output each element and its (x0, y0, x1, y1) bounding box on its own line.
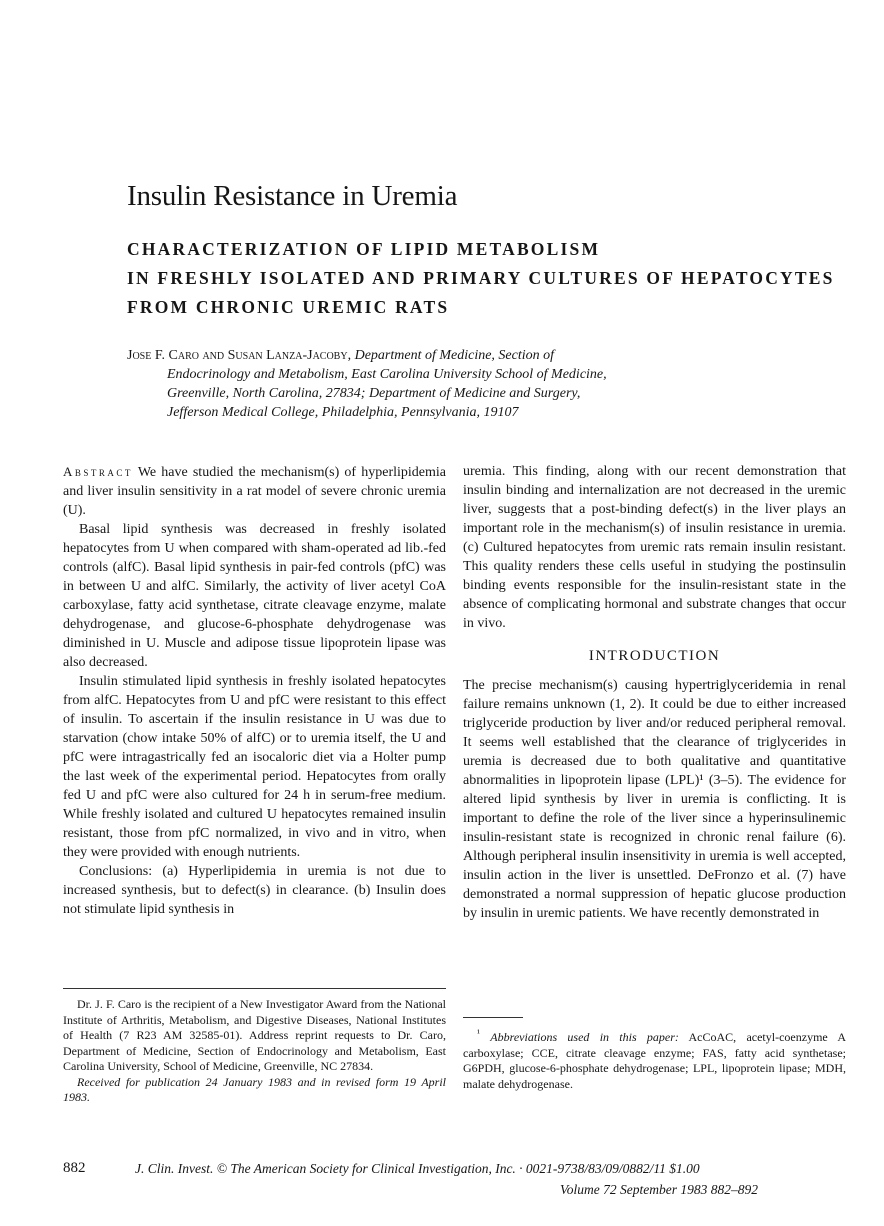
abstract-paragraph (63, 462, 446, 520)
author-block (127, 346, 767, 422)
abbreviations-footnote (463, 1017, 846, 1092)
article-title: Insulin Resistance in Uremia (127, 180, 458, 212)
footnote-marker: ¹ (477, 1028, 480, 1039)
left-column (63, 462, 446, 919)
funding-footnote (63, 988, 446, 1106)
footnote-rule (63, 988, 446, 989)
volume-info: Volume 72 September 1983 882–892 (560, 1182, 758, 1197)
subtitle-line: IN FRESHLY ISOLATED AND PRIMARY CULTURES OF HEPATOCYTES (127, 268, 835, 288)
footnote-rule (463, 1017, 523, 1018)
article-subtitle (127, 235, 835, 322)
affiliation-line: Jefferson Medical College, Philadelphia, Pennsylvania, 19107 (167, 405, 519, 420)
footnote-label: Abbreviations used in this paper: (490, 1030, 679, 1044)
author-names: Jose F. Caro and Susan Lanza-Jacoby, (127, 348, 352, 363)
abstract-paragraph: Insulin stimulated lipid synthesis in freshly isolated hepatocytes from alfC. Hepatocytes from U and pfC were resistant to this effect of insulin. To ascertain if the insulin resistance in U was due to starvation (chow intake 50% of alfC) or to uremia itself, the U and pfC were intragastrically fed an isocaloric diet via a Holter pump the last week of the experimental period. Hepatocytes from orally fed U and pfC were also cultured for 24 h in serum-free medium. While freshly isolated and cultured U hepatocytes remained insulin resistant, those from pfC normalized, in vivo and in vitro, when they were provided with enough nutrients. (63, 674, 446, 860)
affiliation-line: Greenville, North Carolina, 27834; Department of Medicine and Surgery, (167, 386, 581, 401)
abstract-paragraph: Basal lipid synthesis was decreased in freshly isolated hepatocytes from U when compared with sham-operated ad lib.-fed controls (alfC). Basal lipid synthesis in pair-fed controls (pfC) was in between U and alfC. Similarly, the activity of liver acetyl CoA carboxylase, fatty acid synthetase, citrate cleavage enzyme, malate dehydrogenase, and glucose-6-phosphate dehydrogenase was diminished in U. Muscle and adipose tissue lipoprotein lipase was also decreased. (63, 522, 446, 670)
abstract-paragraph: Conclusions: (a) Hyperlipidemia in uremia is not due to increased synthesis, but to defect(s) in clearance. (b) Insulin does not stimulate lipid synthesis in (63, 864, 446, 917)
section-heading-introduction: INTRODUCTION (588, 648, 721, 664)
footnote-text (463, 1026, 846, 1092)
footnote-body: AcCoAC, acetyl-coenzyme A carboxylase; CCE, citrate cleavage enzyme; FAS, fatty acid synthetase; G6PDH, glucose-6-phosphate dehydrogenase; LPL, lipoprotein lipase; MDH, malate dehydrogenase. (463, 1030, 847, 1091)
footnote-text: Dr. J. F. Caro is the recipient of a New Investigator Award from the National Institute of Arthritis, Metabolism, and Digestive Diseases, National Institutes of Health (7 R23 AM 32585-01). Address reprint requests to Dr. Caro, Department of Medicine, Section of Endocrinology and Metabolism, East Carolina University, School of Medicine, Greenville, NC 27834. (63, 997, 446, 1073)
journal-citation: J. Clin. Invest. © The American Society for Clinical Investigation, Inc. · 0021-9738/83/09/0882/11 $1.00 (135, 1161, 700, 1176)
affiliation-line: Department of Medicine, Section of (354, 348, 555, 363)
affiliation-line: Endocrinology and Metabolism, East Carolina University School of Medicine, (167, 367, 607, 382)
introduction-paragraph: The precise mechanism(s) causing hypertriglyceridemia in renal failure remains unknown (1, 2). It could be due to either increased triglyceride production by liver and/or reduced peripheral removal. It seems well established that the clearance of triglycerides in uremia is decreased due to both qualitative and quantitative abnormalities in lipoprotein lipase (LPL)¹ (3–5). The evidence for altered lipid synthesis by liver in uremia is conflicting. It is important to define the role of the liver since a hyperinsulinemic insulin-resistant state is recognized in chronic renal failure (6). Although peripheral insulin insensitivity in uremia is well accepted, insulin action in the liver is unsettled. DeFronzo et al. (7) have demonstrated a normal suppression of hepatic glucose production by insulin in uremic patients. We have recently demonstrated in (463, 678, 846, 921)
abstract-label: Abstract (63, 464, 133, 479)
subtitle-line: CHARACTERIZATION OF LIPID METABOLISM (127, 239, 601, 259)
right-column (463, 462, 846, 923)
page-number: 882 (63, 1160, 86, 1176)
received-date: Received for publication 24 January 1983 and in revised form 19 April 1983. (63, 1074, 446, 1104)
abstract-text: We have studied the mechanism(s) of hyperlipidemia and liver insulin sensitivity in a rat model of severe chronic uremia (U). (63, 465, 446, 518)
subtitle-line: FROM CHRONIC UREMIC RATS (127, 297, 450, 317)
abstract-paragraph: uremia. This finding, along with our recent demonstration that insulin binding and internalization are not decreased in the uremic liver, suggests that a post-binding defect(s) in the liver plays an important role in the mechanism(s) of insulin resistance in uremia. (c) Cultured hepatocytes from uremic rats remain insulin resistant. This quality renders these cells useful in studying the postinsulin binding events responsible for the insulin-resistant state in the absence of complicating hormonal and substrate changes that occur in vivo. (463, 464, 846, 631)
